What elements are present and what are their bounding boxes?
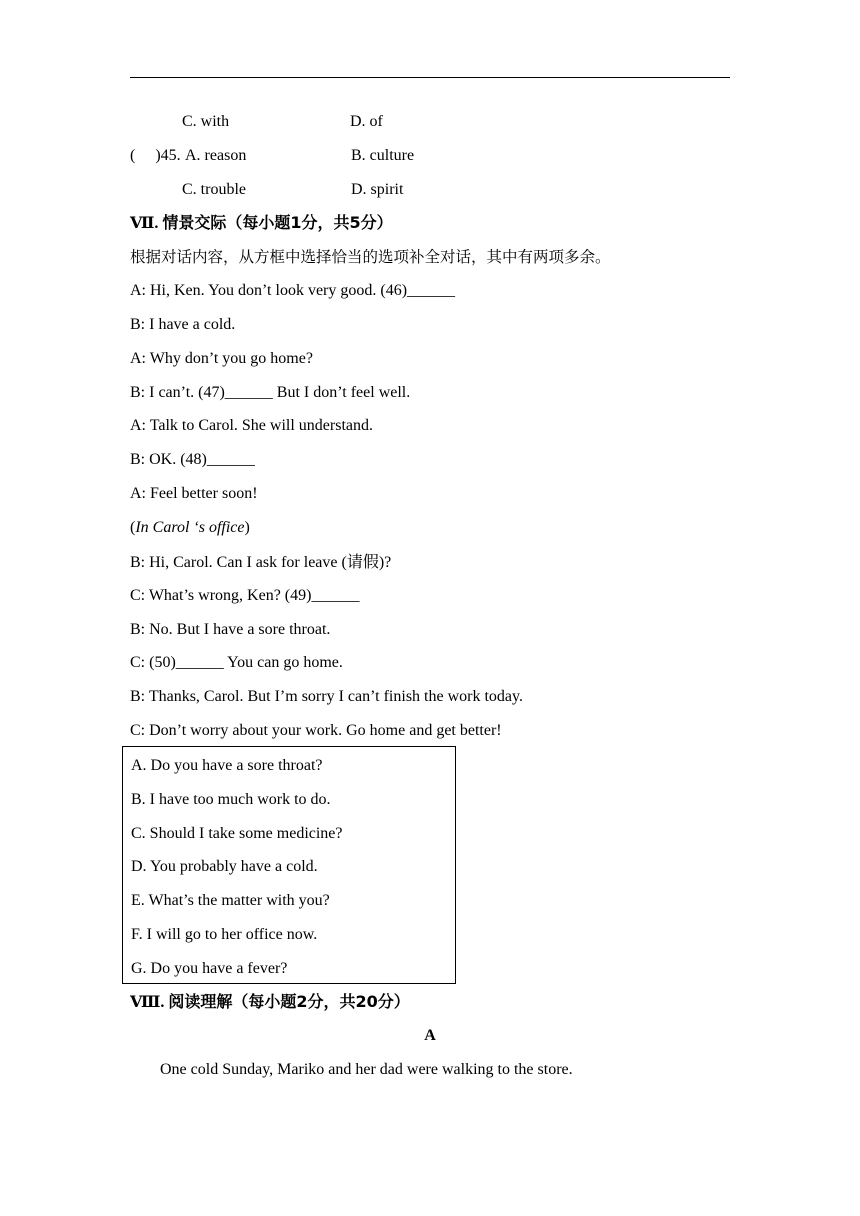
- choice-item: E. What’s the matter with you?: [131, 892, 330, 909]
- header-rule: [130, 77, 730, 78]
- section-8-heading: [130, 992, 410, 1013]
- dialogue-line: [130, 552, 391, 573]
- dialogue-line: C: What’s wrong, Ken? (49)______: [130, 587, 360, 604]
- dialogue-line-prefix: B: Hi, Carol. Can I ask for leave (: [130, 554, 347, 571]
- dialogue-line: A: Hi, Ken. You don’t look very good. (46)______: [130, 282, 456, 299]
- choices-box: [122, 746, 456, 984]
- dialogue-line: B: I can’t. (47)______ But I don’t feel well.: [130, 384, 411, 401]
- section-7-roman: Ⅶ.: [130, 215, 163, 232]
- dialogue-line: C: Don’t worry about your work. Go home and get better!: [130, 722, 502, 739]
- section-8-title: 阅读理解（每小题2分，共20分）: [168, 992, 410, 1011]
- dialogue-line: B: I have a cold.: [130, 316, 236, 333]
- q44-option-d: D. of: [350, 113, 383, 130]
- choice-item: B. I have too much work to do.: [131, 791, 331, 808]
- dialogue-line: B: OK. (48)______: [130, 451, 255, 468]
- stage-direction-text: In Carol ‘s office: [135, 519, 245, 536]
- section-8-roman: Ⅷ.: [130, 994, 169, 1011]
- section-7-heading: [130, 213, 393, 234]
- q45-option-a: A. reason: [185, 147, 247, 164]
- dialogue-line-suffix: )?: [378, 554, 392, 571]
- q45-number: 45.: [160, 147, 181, 164]
- choice-item: A. Do you have a sore throat?: [131, 757, 323, 774]
- section-7-title: 情景交际（每小题1分，共5分）: [162, 213, 393, 232]
- q44-option-c: C. with: [182, 113, 230, 130]
- dialogue-line: B: Thanks, Carol. But I’m sorry I can’t finish the work today.: [130, 688, 523, 705]
- choice-item: G. Do you have a fever?: [131, 960, 288, 977]
- q45-option-d: D. spirit: [351, 181, 404, 198]
- dialogue-line: B: No. But I have a sore throat.: [130, 621, 331, 638]
- passage-first-line: One cold Sunday, Mariko and her dad were walking to the store.: [160, 1061, 573, 1078]
- section-7-instructions: 根据对话内容，从方框中选择恰当的选项补全对话，其中有两项多余。: [130, 248, 611, 266]
- choice-item: D. You probably have a cold.: [131, 858, 318, 875]
- dialogue-line-cjk: 请假: [346, 552, 379, 571]
- dialogue-line: C: (50)______ You can go home.: [130, 654, 343, 671]
- passage-label: A: [424, 1027, 436, 1044]
- q45-option-c: C. trouble: [182, 181, 246, 198]
- q45-paren-open: (: [130, 147, 136, 164]
- dialogue-line: A: Feel better soon!: [130, 485, 258, 502]
- q45-answer-blank: [130, 146, 181, 166]
- dialogue-line: A: Talk to Carol. She will understand.: [130, 417, 373, 434]
- dialogue-line: A: Why don’t you go home?: [130, 350, 313, 367]
- q45-paren-close: ): [155, 147, 161, 164]
- stage-direction: (In Carol ‘s office): [130, 519, 250, 536]
- q45-option-b: B. culture: [351, 147, 415, 164]
- choice-item: C. Should I take some medicine?: [131, 825, 343, 842]
- choice-item: F. I will go to her office now.: [131, 926, 318, 943]
